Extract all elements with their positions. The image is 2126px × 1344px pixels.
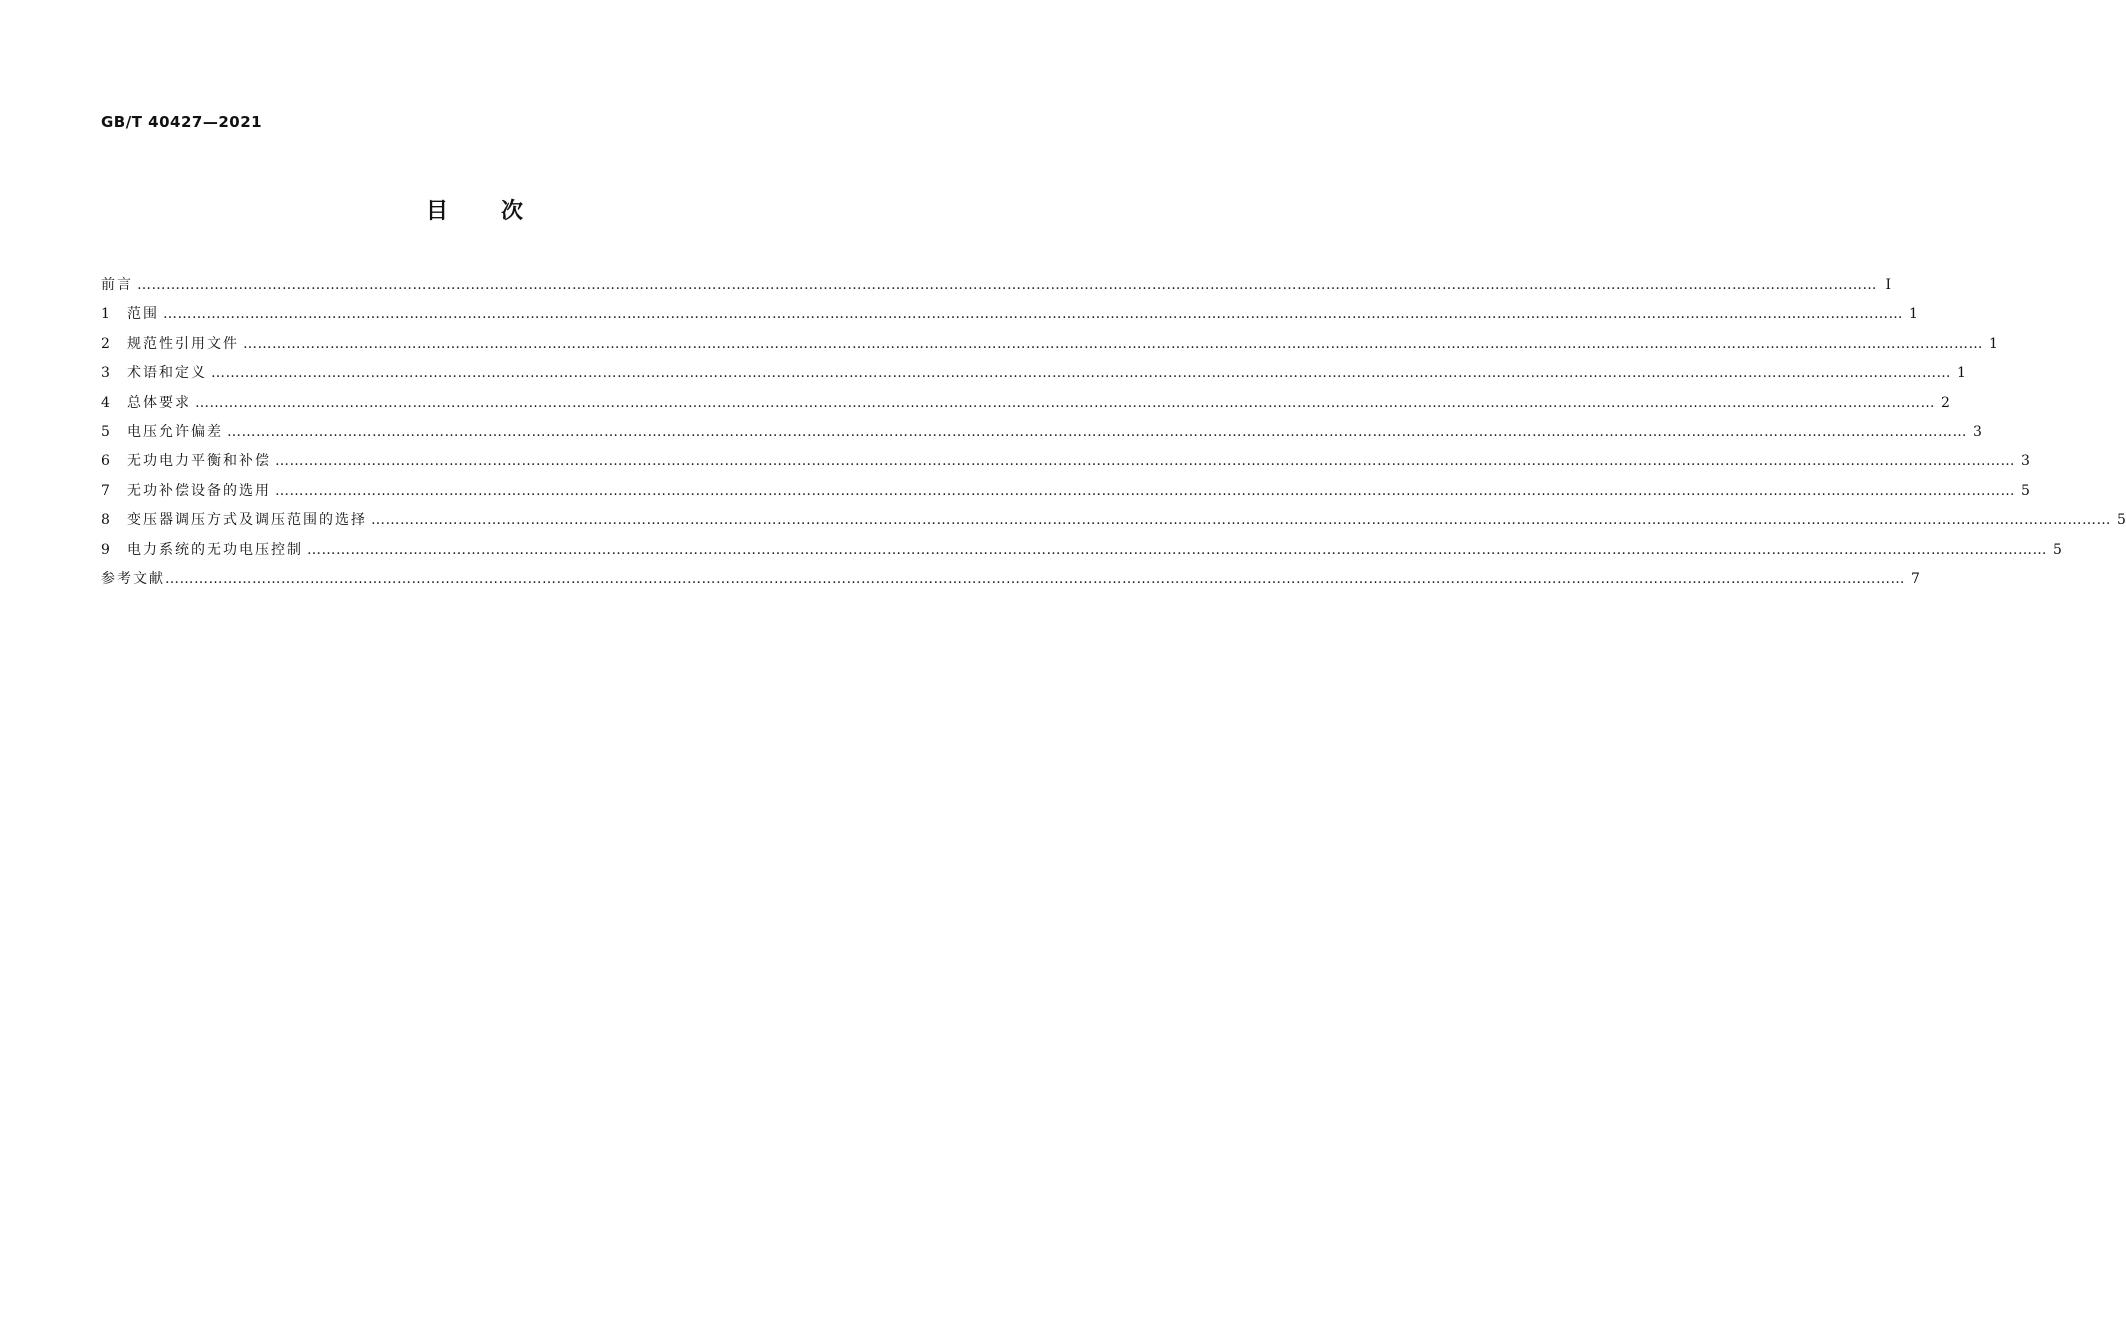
toc-entry-label: 参考文献 (101, 570, 165, 587)
dot-leader: ……………………………………………………………………………………………………………………………………………………………………………………………………………………………………………………………………………………………………………………………… (275, 453, 2015, 470)
toc-entry-page: 2 (1941, 394, 1950, 411)
toc-entry-voltage-deviation[interactable] (101, 418, 1982, 447)
toc-title-char-2: 次 (501, 199, 525, 224)
dot-leader: ……………………………………………………………………………………………………………………………………………………………………………………………………………………………………………………………………………………………………………………………… (137, 277, 1877, 293)
toc-entry-number: 3 (101, 365, 110, 382)
toc-entry-label: 电压允许偏差 (127, 423, 223, 440)
toc-entry-page: 3 (2021, 453, 2030, 470)
toc-entry-scope[interactable] (101, 300, 1918, 329)
toc-title (0, 194, 950, 225)
toc-entry-page: 5 (2117, 512, 2126, 529)
dot-leader: ……………………………………………………………………………………………………………………………………………………………………………………………………………………………………………………………………………………………………………………………… (275, 482, 2015, 499)
dot-leader: ……………………………………………………………………………………………………………………………………………………………………………………………………………………………………………………………………………………………………………………………… (307, 541, 2047, 558)
toc-entry-label: 电力系统的无功电压控制 (127, 541, 303, 558)
standard-code: GB/T 40427—2021 (101, 113, 263, 131)
toc-entry-label: 规范性引用文件 (127, 335, 239, 352)
toc-entry-page: 1 (1909, 306, 1918, 323)
toc-entry-number: 6 (101, 453, 110, 470)
toc-entry-number: 1 (101, 306, 110, 323)
toc-entry-page: 7 (1911, 570, 1920, 587)
toc-entry-foreword[interactable] (101, 271, 1891, 300)
toc-entry-reactive-balance[interactable] (101, 447, 2030, 476)
dot-leader: ……………………………………………………………………………………………………………………………………………………………………………………………………………………………………………………………………………………………………………………………… (227, 423, 1967, 440)
toc-entry-page: 1 (1957, 365, 1966, 382)
toc-entry-label: 前言 (101, 277, 133, 293)
toc-entry-label: 无功电力平衡和补偿 (127, 453, 271, 470)
toc-entry-terms-definitions[interactable] (101, 359, 1966, 388)
dot-leader: ……………………………………………………………………………………………………………………………………………………………………………………………………………………………………………………………………………………………………………………………… (163, 306, 1903, 323)
dot-leader: ……………………………………………………………………………………………………………………………………………………………………………………………………………………………………………………………………………………………………………………………… (195, 394, 1935, 411)
toc-entry-number: 5 (101, 423, 110, 440)
toc-entry-label: 总体要求 (127, 394, 191, 411)
table-of-contents (101, 271, 2126, 594)
toc-entry-voltage-control[interactable] (101, 536, 2062, 565)
dot-leader: ……………………………………………………………………………………………………………………………………………………………………………………………………………………………………………………………………………………………………………………………… (243, 335, 1983, 352)
toc-entry-number: 8 (101, 512, 110, 529)
toc-entry-number: 9 (101, 541, 110, 558)
toc-entry-label: 范围 (127, 306, 159, 323)
toc-entry-general-requirements[interactable] (101, 389, 1950, 418)
dot-leader: ……………………………………………………………………………………………………………………………………………………………………………………………………………………………………………………………………………………………………………………………… (371, 512, 2111, 529)
toc-entry-label: 变压器调压方式及调压范围的选择 (127, 512, 367, 529)
toc-entry-page: Ⅰ (1885, 277, 1891, 293)
dot-leader: ……………………………………………………………………………………………………………………………………………………………………………………………………………………………………………………………………………………………………………………………… (211, 365, 1951, 382)
toc-entry-label: 无功补偿设备的选用 (127, 482, 271, 499)
toc-entry-page: 5 (2053, 541, 2062, 558)
toc-entry-number: 7 (101, 482, 110, 499)
toc-entry-page: 5 (2021, 482, 2030, 499)
toc-entry-label: 术语和定义 (127, 365, 207, 382)
toc-title-char-1: 目 (425, 199, 449, 224)
toc-entry-compensation-equipment[interactable] (101, 477, 2030, 506)
toc-entry-normative-references[interactable] (101, 330, 1998, 359)
toc-entry-number: 4 (101, 394, 110, 411)
toc-entry-page: 1 (1989, 335, 1998, 352)
toc-entry-number: 2 (101, 335, 110, 352)
dot-leader: ……………………………………………………………………………………………………………………………………………………………………………………………………………………………………………………………………………………………………………………………… (165, 570, 1905, 587)
toc-entry-page: 3 (1973, 423, 1982, 440)
toc-entry-bibliography[interactable] (101, 565, 1920, 594)
toc-entry-transformer-regulation[interactable] (101, 506, 2126, 535)
